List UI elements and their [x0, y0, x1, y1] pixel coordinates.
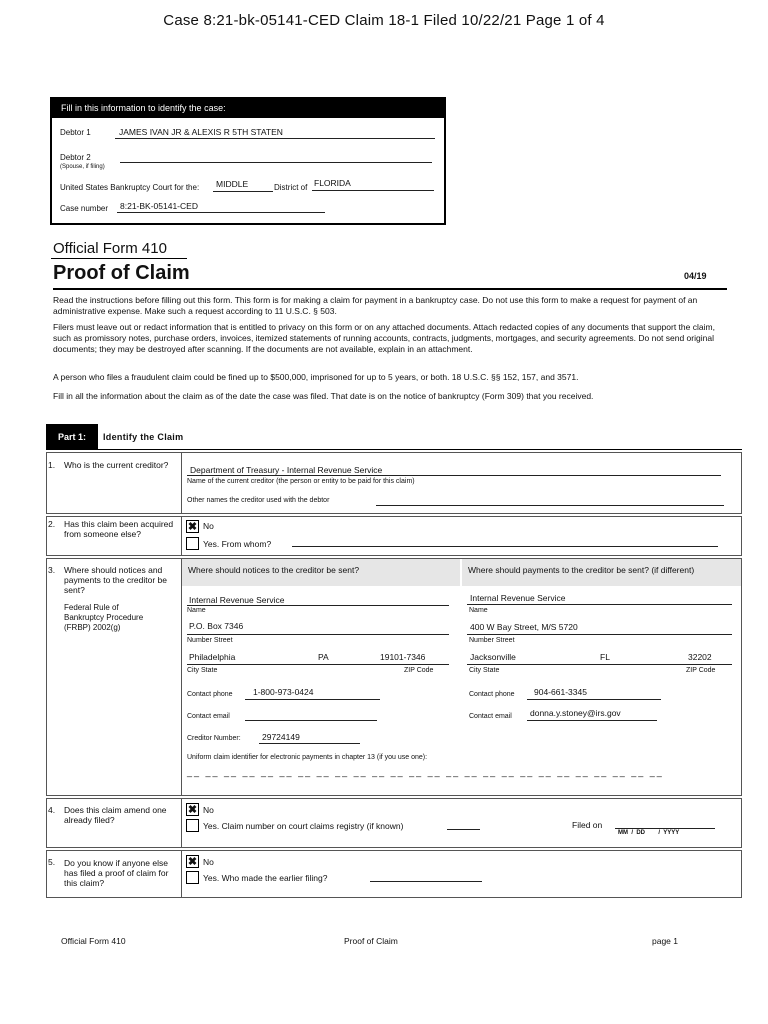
payments-street-caption: Number Street [469, 637, 515, 644]
q5-yes-checkbox[interactable] [186, 871, 199, 884]
question-divider [181, 558, 182, 796]
q2-no-label: No [203, 521, 214, 531]
payments-name-field[interactable] [467, 593, 732, 605]
payments-city-caption: City State [469, 667, 500, 674]
other-names-field[interactable] [376, 496, 724, 506]
debtor2-field[interactable] [120, 153, 432, 163]
current-creditor-field[interactable] [187, 465, 721, 476]
creditor-number-field[interactable] [259, 732, 360, 744]
q4-filed-on-label: Filed on [572, 820, 603, 830]
notices-phone-label: Contact phone [187, 691, 233, 698]
form-number: Official Form 410 [53, 240, 167, 257]
q4-no-checkbox[interactable]: ✖ [187, 804, 198, 816]
form-title: Proof of Claim [53, 262, 190, 284]
uci-label: Uniform claim identifier for electronic payments in chapter 13 (if you use one): [187, 754, 428, 761]
question-2-number: 2. [48, 519, 56, 529]
question-2-text: Has this claim been acquired from someone else? [64, 519, 174, 539]
notices-email-field[interactable] [245, 710, 377, 721]
q4-filed-on-field[interactable] [615, 818, 715, 829]
notices-email-label: Contact email [187, 713, 230, 720]
payments-phone-value: 904-661-3345 [534, 687, 587, 697]
payments-phone-label: Contact phone [469, 691, 515, 698]
frbp-rule-note: Federal Rule of Bankruptcy Procedure (FRBP) 2002(g) [64, 603, 144, 632]
q4-yes-checkbox[interactable] [186, 819, 199, 832]
form-revision: 04/19 [684, 271, 707, 281]
notices-phone-value: 1-800-973-0424 [253, 687, 314, 697]
court-filing-header: Case 8:21-bk-05141-CED Claim 18-1 Filed 10/22/21 Page 1 of 4 [163, 12, 605, 29]
instruction-paragraph [53, 391, 733, 402]
question-1-text: Who is the current creditor? [64, 460, 169, 470]
notices-street-value: P.O. Box 7346 [189, 621, 244, 631]
debtor1-value: JAMES IVAN JR & ALEXIS R 5TH STATEN [119, 127, 283, 137]
question-5-text: Do you know if anyone else has filed a proof of claim for this claim? [64, 858, 169, 888]
payments-street-field[interactable] [467, 620, 732, 635]
court-label: United States Bankruptcy Court for the: [60, 183, 200, 192]
question-divider [181, 452, 182, 514]
payments-zip-value: 32202 [688, 652, 712, 662]
q2-yes-checkbox[interactable] [186, 537, 199, 550]
payments-heading: Where should payments to the creditor be sent? (if different) [468, 565, 695, 575]
case-identification-heading: Fill in this information to identify the case: [52, 99, 444, 118]
question-4-number: 4. [48, 805, 56, 815]
creditor-number-label: Creditor Number: [187, 735, 241, 742]
payments-name-value: Internal Revenue Service [470, 593, 566, 603]
instruction-paragraph: Filers must leave out or redact information that is entitled to privacy on this form or on any attached documents. Attach redacted copies of any documents that support the claim, such as promissory notes, purchase orders, invoices, itemized statements of running accounts, contracts, judgments, mortgages, and security agreements. Do not send original documents; they may be destroyed after scanning. If the documents are not available, explain in an attachment. [53, 322, 715, 354]
district-value: FLORIDA [314, 178, 351, 188]
payments-email-label: Contact email [469, 713, 512, 720]
other-names-label: Other names the creditor used with the debtor [187, 497, 330, 504]
notices-city-caption: City State [187, 667, 218, 674]
question-5-number: 5. [48, 857, 56, 867]
question-1-number: 1. [48, 460, 56, 470]
debtor2-label: Debtor 2 [60, 153, 91, 162]
payments-street-value: 400 W Bay Street, M/S 5720 [470, 622, 578, 632]
notices-city-value: Philadelphia [189, 652, 236, 662]
q5-earlier-filing-field[interactable] [370, 872, 482, 882]
question-divider [181, 516, 182, 556]
notices-zip-caption: ZIP Code [404, 667, 434, 674]
payments-email-value: donna.y.stoney@irs.gov [530, 708, 621, 718]
payments-city-field[interactable] [467, 650, 732, 665]
part1-title: Identify the Claim [103, 432, 184, 442]
q5-no-checkbox[interactable]: ✖ [187, 856, 198, 868]
payments-name-caption: Name [469, 607, 488, 614]
notices-name-value: Internal Revenue Service [189, 595, 285, 605]
instruction-paragraph: A person who files a fraudulent claim could be fined up to $500,000, imprisoned for up to 5 years, or both. 18 U.S.C. §§ 152, 157, and 3571. [53, 372, 579, 382]
payments-state-value: FL [600, 652, 610, 662]
case-number-field[interactable] [117, 202, 325, 213]
creditor-number-value: 29724149 [262, 732, 300, 742]
instruction-paragraph: Read the instructions before filling out this form. This form is for making a claim for payment in a bankruptcy case. Do not use this form to make a request for payment of an administrative expense. Make such a request according to 11 U.S.C. § 503. [53, 295, 698, 316]
uci-field[interactable]: __ __ __ __ __ __ __ __ __ __ __ __ __ __ __ __ __ __ __ __ __ __ __ __ __ __ [187, 767, 664, 777]
payments-phone-field[interactable] [527, 687, 661, 700]
payments-city-value: Jacksonville [470, 652, 516, 662]
question-divider [181, 850, 182, 898]
footer-page-number: page 1 [652, 936, 678, 946]
district-field[interactable] [312, 179, 434, 191]
question-4-text: Does this claim amend one already filed? [64, 805, 167, 825]
q2-yes-label: Yes. From whom? [203, 539, 272, 549]
form-number-rule [51, 258, 187, 259]
q4-no-label: No [203, 805, 214, 815]
question-divider [181, 798, 182, 848]
notices-city-field[interactable] [187, 650, 449, 665]
payments-heading-bar [462, 559, 741, 586]
payments-zip-caption: ZIP Code [686, 667, 716, 674]
notices-name-field[interactable] [187, 594, 449, 606]
district-label: District of [274, 183, 308, 192]
q4-claim-number-field[interactable] [447, 820, 480, 830]
current-creditor-caption: Name of the current creditor (the person or entity to be paid for this claim) [187, 478, 415, 485]
case-number-value: 8:21-BK-05141-CED [120, 201, 198, 211]
q2-from-whom-field[interactable] [292, 537, 718, 547]
part1-label: Part 1: [46, 424, 98, 450]
fill-in-text: Fill in all the information about the claim as of the date the case was filed. That date is on the notice of bankruptcy [53, 391, 480, 401]
court-district-value: MIDDLE [216, 179, 249, 189]
q2-no-checkbox[interactable]: ✖ [187, 521, 198, 533]
payments-email-field[interactable] [527, 708, 657, 721]
current-creditor-value: Department of Treasury - Internal Revenue Service [190, 465, 383, 475]
notices-street-field[interactable] [187, 620, 449, 635]
notices-state-value: PA [318, 652, 329, 662]
court-district-field[interactable] [213, 180, 273, 192]
title-rule [53, 288, 727, 290]
debtor1-field[interactable] [115, 128, 435, 139]
q4-date-caption: MM / DD / YYYY [618, 830, 680, 836]
footer-form-number: Official Form 410 [61, 936, 126, 946]
question-3-number: 3. [48, 565, 56, 575]
q5-no-label: No [203, 857, 214, 867]
debtor1-label: Debtor 1 [60, 128, 91, 137]
notices-heading-bar [182, 559, 460, 586]
notices-heading: Where should notices to the creditor be sent? [188, 565, 360, 575]
notices-street-caption: Number Street [187, 637, 233, 644]
case-number-label: Case number [60, 204, 109, 213]
form-309-ref: (Form 309) [481, 391, 524, 401]
notices-phone-field[interactable] [245, 687, 380, 700]
question-3-text: Where should notices and payments to the creditor be sent? [64, 565, 168, 595]
q4-yes-label: Yes. Claim number on court claims registry (if known) [203, 821, 404, 831]
notices-zip-value: 19101-7346 [380, 652, 426, 662]
notices-name-caption: Name [187, 607, 206, 614]
fill-in-text-end: that you received. [526, 391, 594, 401]
part1-rule [46, 449, 742, 450]
debtor2-spouse-note: (Spouse, if filing) [60, 164, 105, 170]
q5-yes-label: Yes. Who made the earlier filing? [203, 873, 328, 883]
footer-form-title: Proof of Claim [344, 936, 398, 946]
